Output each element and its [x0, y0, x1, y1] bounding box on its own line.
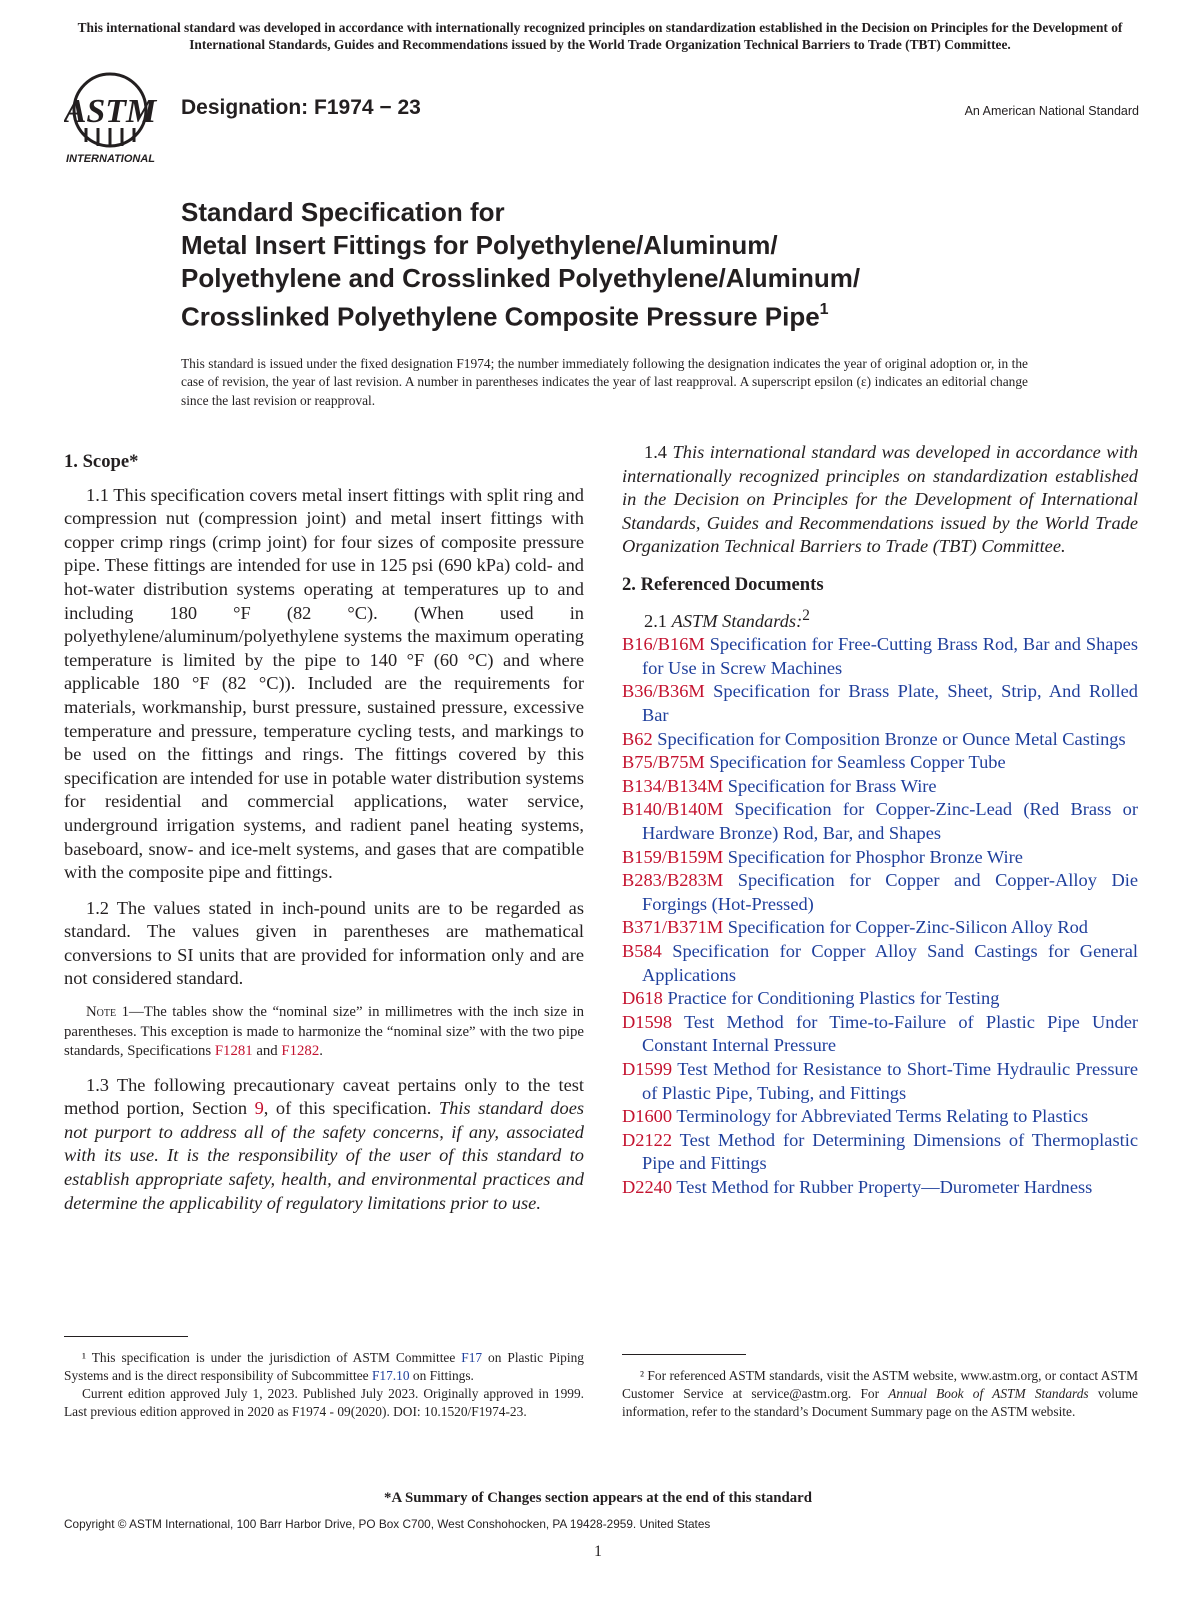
reference-title[interactable]: Test Method for Resistance to Short-Time Hydraulic Pressure of Plastic Pipe, Tubing, and Fittings — [642, 1058, 1138, 1103]
note-1 — [64, 1003, 584, 1062]
astm-logo — [64, 70, 168, 166]
ans-label: An American National Standard — [964, 104, 1139, 118]
reference-title[interactable]: Specification for Brass Plate, Sheet, Strip, And Rolled Bar — [642, 681, 1138, 726]
page-number: 1 — [594, 1543, 602, 1560]
reference-title[interactable]: Test Method for Determining Dimensions of Thermoplastic Pipe and Fittings — [642, 1129, 1138, 1174]
issue-note: This standard is issued under the fixed designation F1974; the number immediately following the designation indicates the year of original adoption or, in the case of revision, the year of last revision. A number in parentheses indicates the year of last reapproval. A superscript epsilon (ε) indicates an editorial change since the last revision or reapproval. — [181, 356, 1028, 408]
reference-title[interactable]: Terminology for Abbreviated Terms Relating to Plastics — [672, 1106, 1089, 1127]
reference-code[interactable]: D1599 — [622, 1058, 673, 1079]
reference-item[interactable] — [622, 1105, 1138, 1129]
reference-code[interactable]: B134/B134M — [622, 775, 724, 796]
fn2-text-a: ² For referenced ASTM standards, visit the ASTM website, www.astm.org, or contact ASTM Customer Service at service@astm.org. For — [622, 1368, 1138, 1401]
footnote-1 — [64, 1349, 584, 1421]
reference-title[interactable]: Specification for Composition Bronze or Ounce Metal Castings — [652, 728, 1126, 749]
paragraph-1-4 — [622, 441, 1138, 559]
reference-item[interactable] — [622, 1176, 1138, 1200]
reference-item[interactable] — [622, 798, 1138, 845]
reference-title[interactable]: Specification for Copper Alloy Sand Castings for General Applications — [642, 941, 1138, 985]
reference-code[interactable]: D2240 — [622, 1176, 673, 1197]
paragraph-1-1: 1.1 This specification covers metal insert fittings with split ring and compression nut (compression joint) and metal insert fittings with copper crimp rings (crimp joint) for four sizes of composite pressure pipe. These fittings are intended for use in 125 psi (690 kPa) cold- and hot-water distribution systems operating at temperatures up to and including 180 °F (82 °C). (When used in polyethylene/aluminum/polyethylene systems the maximum operating temperature is limited by the pipe to 140 °F (60 °C) and where applicable 180 °F (82 °C)). Included are the requirements for materials, workmanship, burst pressure, sustained pressure, excessive temperature and pressure, temperature cycling tests, and markings to be used on the fittings and rings. The fittings covered by this specification are intended for use in potable water distribution systems for residential and commercial applications, water service, underground irrigation systems, and radient panel heating systems, baseboard, snow- and ice-melt systems, and gases that are compatible with the composite pipe and fittings. — [64, 484, 584, 883]
designation: Designation: F1974 − 23 — [181, 96, 421, 119]
title-line-4 — [181, 295, 1121, 334]
reference-code[interactable]: B283/B283M — [622, 870, 724, 891]
astm-standards-subheading — [622, 604, 1138, 634]
footnote-rule-left — [64, 1336, 188, 1337]
footnote-1-para-1 — [64, 1349, 584, 1385]
sub-footnote-mark[interactable]: 2 — [802, 606, 810, 624]
reference-title[interactable]: Specification for Seamless Copper Tube — [704, 752, 1006, 773]
reference-item[interactable] — [622, 916, 1138, 940]
reference-code[interactable]: B159/B159M — [622, 846, 724, 867]
ref-link-f1281[interactable]: F1281 — [214, 1043, 253, 1060]
reference-item[interactable] — [622, 633, 1138, 680]
p14-num: 1.4 — [644, 442, 673, 462]
reference-title[interactable]: Specification for Copper and Copper-Alloy Die Forgings (Hot-Pressed) — [642, 870, 1138, 914]
fn2-text-b: volume information, refer to the standard’s Document Summary page on the ASTM website. — [622, 1386, 1138, 1419]
title-line-3: Polyethylene and Crosslinked Polyethylene/Aluminum/ — [181, 263, 861, 293]
reference-title[interactable]: Practice for Conditioning Plastics for Testing — [662, 988, 1000, 1009]
reference-title[interactable]: Specification for Brass Wire — [723, 775, 937, 796]
paragraph-1-3 — [64, 1074, 584, 1216]
fn2-italic: Annual Book of ASTM Standards — [888, 1386, 1089, 1401]
footnote-1-para-2: Current edition approved July 1, 2023. Published July 2023. Originally approved in 1999. Last previous edition approved in 2020 as F1974 - 09(2020). DOI: 10.1520/F1974-23. — [64, 1386, 584, 1419]
title-line-1: Standard Specification for — [181, 197, 505, 227]
title-footnote-mark[interactable]: 1 — [819, 301, 829, 318]
reference-item[interactable] — [622, 751, 1138, 775]
reference-title[interactable]: Specification for Copper-Zinc-Lead (Red Brass or Hardware Bronze) Rod, Bar, and Shapes — [642, 799, 1138, 844]
note-and: and — [252, 1043, 282, 1060]
reference-code[interactable]: B584 — [622, 941, 662, 961]
title-line-2: Metal Insert Fittings for Polyethylene/Aluminum/ — [181, 230, 778, 260]
note-label: Note 1 — [86, 1004, 129, 1021]
committee-f17-link[interactable]: F17 — [461, 1350, 483, 1365]
reference-code[interactable]: D1598 — [622, 1011, 673, 1032]
reference-code[interactable]: B62 — [622, 728, 653, 749]
left-column — [64, 450, 584, 1227]
reference-item[interactable] — [622, 1129, 1138, 1176]
reference-code[interactable]: D1600 — [622, 1106, 673, 1127]
p14-text: This international standard was developed in accordance with internationally recognized principles on standardization established in the Decision on Principles for the Development of International Standards, Guides and Recommendations issued by the World Trade Organization Technical Barriers to Trade (TBT) Committee. — [622, 442, 1138, 557]
right-column — [622, 442, 1138, 1200]
p13-caveat: This standard does not purport to address all of the safety concerns, if any, associated with its use. It is the responsibility of the user of this standard to establish appropriate safety, health, and environmental practices and determine the applicability of regulatory limitations prior to use. — [64, 1098, 585, 1213]
reference-code[interactable]: B16/B16M — [622, 634, 705, 655]
reference-code[interactable]: D618 — [622, 988, 663, 1009]
footnote-rule-right — [622, 1354, 746, 1355]
svg-text:INTERNATIONAL: INTERNATIONAL — [66, 153, 156, 165]
subcommittee-f17-10-link[interactable]: F17.10 — [371, 1368, 410, 1383]
reference-title[interactable]: Specification for Copper-Zinc-Silicon Alloy Rod — [723, 917, 1088, 938]
top-notice: This international standard was developed in accordance with internationally recognized principles on standardization established in the Decision on Principles for the Development of International Standards, Guides and Recommendations issued by the World Trade Organization Technical Barriers to Trade (TBT) Committee. — [77, 20, 1123, 52]
reference-item[interactable] — [622, 1058, 1138, 1105]
summary-of-changes-note: *A Summary of Changes section appears at the end of this standard — [384, 1490, 812, 1506]
reference-title[interactable]: Test Method for Rubber Property—Durometer Hardness — [672, 1176, 1093, 1197]
sub-label: ASTM Standards: — [671, 610, 803, 631]
reference-code[interactable]: B75/B75M — [622, 752, 705, 773]
sub-num: 2.1 — [644, 610, 672, 631]
reference-item[interactable] — [622, 987, 1138, 1011]
section-9-link[interactable]: 9 — [254, 1098, 264, 1119]
reference-item[interactable] — [622, 846, 1138, 870]
title-line-4-text: Crosslinked Polyethylene Composite Pressure Pipe — [181, 301, 820, 332]
referenced-documents-heading: 2. Referenced Documents — [622, 573, 824, 595]
note-end: . — [319, 1043, 323, 1060]
fn1-text-b: on Plastic Piping Systems and is the direct responsibility of Subcommittee — [64, 1350, 584, 1383]
scope-heading: 1. Scope* — [64, 451, 139, 472]
p13-text-b: , of this specification. — [263, 1098, 439, 1119]
reference-title[interactable]: Specification for Free-Cutting Brass Rod, Bar and Shapes for Use in Screw Machines — [642, 634, 1138, 678]
reference-item[interactable] — [622, 869, 1138, 916]
reference-code[interactable]: B371/B371M — [622, 917, 724, 938]
reference-item[interactable] — [622, 1011, 1138, 1058]
fn1-text-a: ¹ This specification is under the jurisdiction of ASTM Committee — [82, 1350, 462, 1365]
reference-title[interactable]: Test Method for Time-to-Failure of Plastic Pipe Under Constant Internal Pressure — [642, 1011, 1138, 1056]
reference-item[interactable] — [622, 680, 1138, 727]
reference-code[interactable]: B140/B140M — [622, 799, 724, 820]
footnote-2-para — [622, 1367, 1138, 1421]
fn1-text-c: on Fittings. — [409, 1368, 474, 1383]
reference-item[interactable] — [622, 775, 1138, 799]
reference-code[interactable]: B36/B36M — [622, 681, 705, 702]
reference-list — [622, 633, 1138, 1199]
document-title — [181, 196, 1121, 334]
svg-text:ASTM: ASTM — [64, 93, 157, 130]
reference-item[interactable] — [622, 728, 1138, 752]
copyright: Copyright © ASTM International, 100 Barr Harbor Drive, PO Box C700, West Conshohocken, PA 19428-2959. United States — [64, 1517, 711, 1531]
footnote-2 — [622, 1367, 1138, 1421]
p13-text-a: 1.3 The following precautionary caveat pertains only to the test method portion, Section — [64, 1074, 584, 1119]
paragraph-1-2: 1.2 The values stated in inch-pound units are to be regarded as standard. The values given in parentheses are mathematical conversions to SI units that are provided for information only and are not considered standard. — [64, 897, 584, 989]
note-text: —The tables show the “nominal size” in millimetres with the inch size in parentheses. This exception is made to harmonize the “nominal size” with the two pipe standards, Specifications — [64, 1004, 584, 1060]
astm-logo-icon — [64, 70, 168, 166]
reference-item[interactable] — [622, 940, 1138, 987]
reference-title[interactable]: Specification for Phosphor Bronze Wire — [723, 846, 1023, 867]
reference-code[interactable]: D2122 — [622, 1129, 673, 1150]
ref-link-f1282[interactable]: F1282 — [281, 1043, 320, 1060]
